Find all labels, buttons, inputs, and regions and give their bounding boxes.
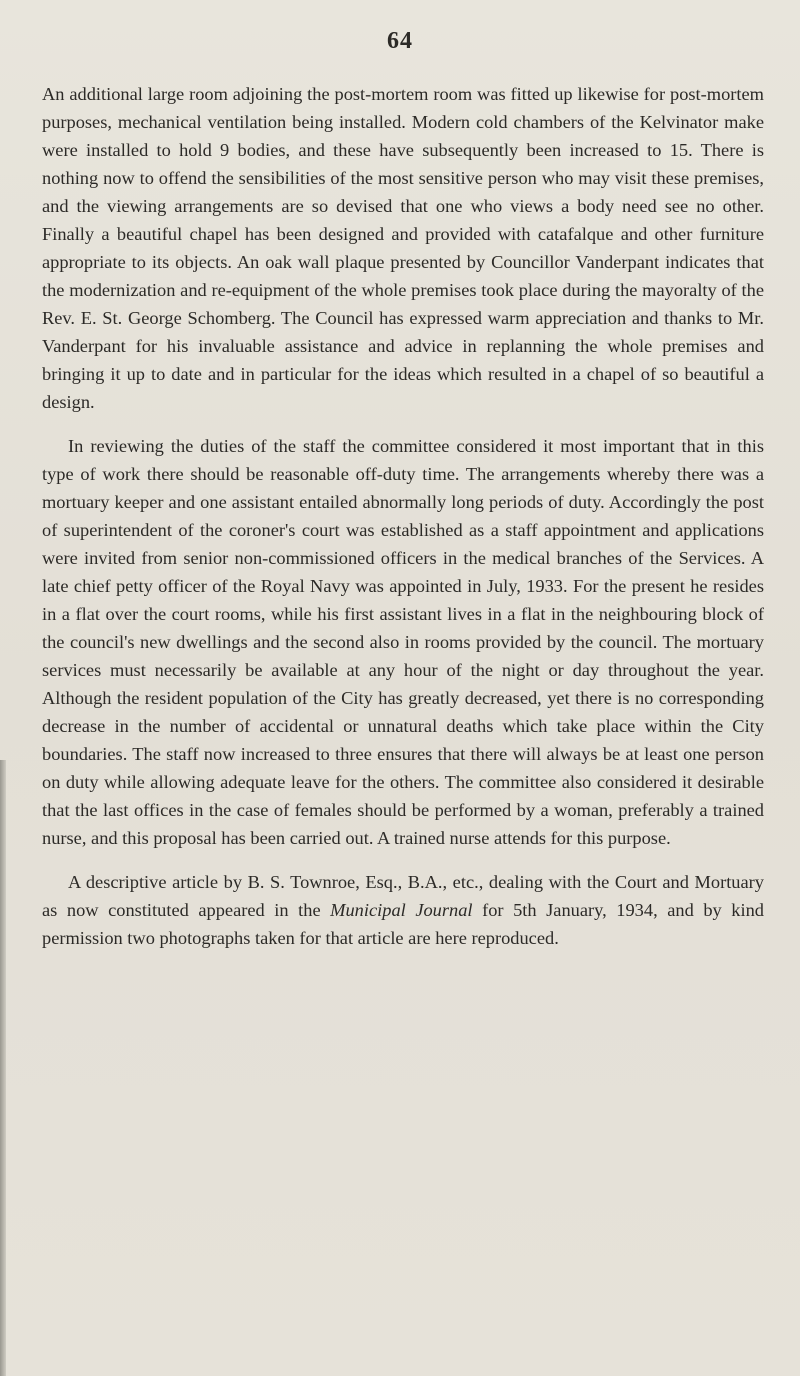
paragraph-mortuary-rooms: An additional large room adjoining the post-mortem room was fitted up likewise for post-mortem purposes, mechanical ventilation being installed. Modern cold chambers of the Kelvinator make were installed to hold 9 bodies, and these have subsequently been increased to 15. There is nothing now to offend the sensibilities of the most sensitive person who may visit these premises, and the viewing arrangements are so devised that one who views a body need see no other. Finally a beautiful chapel has been designed and provided with catafalque and other furniture appropriate to its objects. An oak wall plaque presented by Councillor Vanderpant indicates that the modernization and re-equipment of the whole premises took place during the mayoralty of the Rev. E. St. George Schomberg. The Council has expressed warm appreciation and thanks to Mr. Vanderpant for his invaluable assistance and advice in replanning the whole premises and bringing it up to date and in particular for the ideas which resulted in a chapel of so beautiful a design. (42, 84, 764, 412)
document-body (42, 80, 764, 952)
page-binding-edge (0, 760, 6, 1376)
journal-title: Municipal Journal (330, 900, 473, 920)
paragraph-staff-duties: In reviewing the duties of the staff the committee considered it most important that in this type of work there should be reasonable off-duty time. The arrangements whereby there was a mortuary keeper and one assistant entailed abnormally long periods of duty. Accordingly the post of superintendent of the coroner's court was established as a staff appointment and applications were invited from senior non-commissioned officers in the medical branches of the Services. A late chief petty officer of the Royal Navy was appointed in July, 1933. For the present he resides in a flat over the court rooms, while his first assistant lives in a flat in the neighbouring block of the council's new dwellings and the second also in rooms provided by the council. The mortuary services must necessarily be available at any hour of the night or day throughout the year. Although the resident population of the City has greatly decreased, yet there is no corresponding decrease in the number of accidental or unnatural deaths which take place within the City boundaries. The staff now increased to three ensures that there will always be at least one person on duty while allowing adequate leave for the others. The committee also considered it desirable that the last offices in the case of females should be performed by a woman, preferably a trained nurse, and this proposal has been carried out. A trained nurse attends for this purpose. (42, 436, 764, 848)
page-number: 64 (387, 28, 413, 54)
paragraph-descriptive-article (42, 868, 764, 952)
article-text-before: A descriptive article by B. S. Townroe, Esq., B.A., etc., dealing with the Court and Mortuary as now constituted appeared in the (42, 872, 764, 920)
article-text-after: for 5th January, 1934, and by kind permission two photographs taken for that article are here reproduced. (42, 900, 764, 948)
